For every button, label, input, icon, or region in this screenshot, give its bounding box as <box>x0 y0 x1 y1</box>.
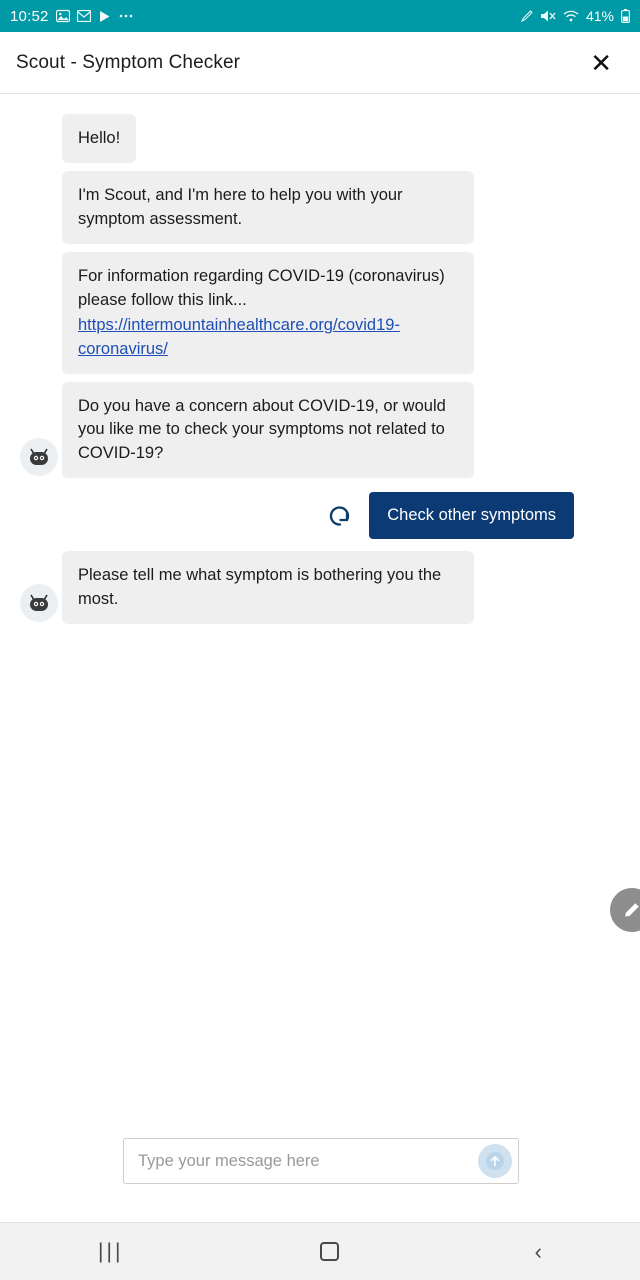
play-icon <box>98 10 111 23</box>
composer-field-wrap <box>123 1138 519 1184</box>
battery-icon <box>621 9 630 23</box>
avatar-slot <box>16 438 62 478</box>
status-bar-right <box>521 8 630 24</box>
chat-transcript <box>0 94 640 1138</box>
home-icon <box>320 1242 339 1261</box>
chat-message <box>0 171 640 244</box>
message-bubble: Hello! <box>62 114 136 163</box>
mute-icon <box>540 9 556 23</box>
message-bubble: Please tell me what symptom is bothering you the most. <box>62 551 474 624</box>
home-button[interactable] <box>290 1236 369 1267</box>
pen-icon <box>521 10 533 22</box>
check-other-symptoms-button[interactable]: Check other symptoms <box>369 492 574 539</box>
app-header <box>0 32 640 94</box>
message-text: For information regarding COVID-19 (coronavirus) please follow this link... <box>78 267 445 309</box>
message-bubble: I'm Scout, and I'm here to help you with your symptom assessment. <box>62 171 474 244</box>
covid-info-link[interactable]: https://intermountainhealthcare.org/covid19-coronavirus/ <box>78 316 400 358</box>
message-composer <box>0 1138 640 1222</box>
back-icon: ‹ <box>534 1238 542 1264</box>
chat-message <box>0 551 640 624</box>
close-icon[interactable]: ✕ <box>590 47 612 78</box>
quick-reply-row <box>0 486 640 545</box>
message-input[interactable] <box>138 1152 478 1171</box>
recents-button[interactable] <box>68 1234 153 1270</box>
more-icon <box>118 13 134 19</box>
photo-icon <box>56 9 70 23</box>
back-button[interactable] <box>505 1233 572 1271</box>
battery-percent-label: 41% <box>585 8 614 24</box>
bot-avatar-icon <box>20 584 58 622</box>
status-clock: 10:52 <box>10 7 49 25</box>
system-navigation-bar <box>0 1222 640 1280</box>
message-bubble: Do you have a concern about COVID-19, or would you like me to check your symptoms not related to COVID-19? <box>62 382 474 478</box>
send-button[interactable] <box>478 1144 512 1178</box>
chat-message <box>0 252 640 374</box>
mail-icon <box>77 10 91 22</box>
bot-avatar-icon <box>20 438 58 476</box>
page-title: Scout - Symptom Checker <box>16 51 241 73</box>
undo-icon[interactable] <box>327 503 353 529</box>
wifi-icon <box>563 10 579 22</box>
chat-message <box>0 114 640 163</box>
pencil-icon[interactable] <box>610 888 640 932</box>
avatar-slot <box>16 584 62 624</box>
message-bubble <box>62 252 474 374</box>
status-bar <box>0 0 640 32</box>
chat-message <box>0 382 640 478</box>
status-bar-left <box>10 8 134 25</box>
recents-icon: ||| <box>98 1239 124 1263</box>
